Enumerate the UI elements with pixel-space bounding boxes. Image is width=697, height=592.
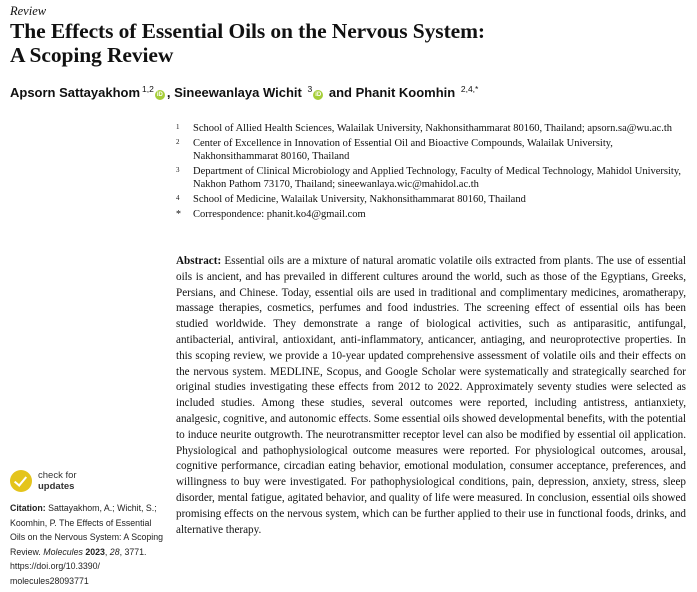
author-affiliation-sup: 2,4,* [460,84,479,94]
correspondence [176,209,686,222]
abstract-label: Abstract: [176,255,222,267]
orcid-icon[interactable]: iD [315,92,322,98]
author-affiliation-sup: 3 [307,84,313,94]
citation-year: 2023 [85,546,105,557]
check-for-updates-button[interactable] [10,470,165,492]
affiliation-number: 4 [176,193,180,202]
paper-title [10,19,690,67]
affiliation-number: 3 [176,165,180,174]
check-for-updates-line2: updates [38,481,75,492]
affiliation-item [176,166,686,192]
check-for-updates-label [38,470,77,492]
abstract-text: Essential oils are a mixture of natural aromatic volatile oils extracted from plants. The use of essential oils is ancient, and has prevailed in different cultures around the world, such as those of the Egyptians, Greeks, Persians, and Chinese. Today, essential oils are used in traditional and complimentary medicines, aromatherapy, massage therapies, cosmetics, perfumes and food industries. The screening effect of essential oils has been studied worldwide. They demonstrate a range of biological activities, such as antiparasitic, antifungal, antibacterial, antiviral, antioxidant, anti-inflammatory, anticancer, antiaging, and neuroprotective properties. In this scoping review, we provide a 10-year updated comprehensive assessment of volatile oils and their effects on the nervous system. MEDLINE, Scopus, and Google Scholar were systematically and strategically searched for original studies investigating these effects from 2012 to 2022. Approximately seventy studies were selected as included studies. Among these studies, several outcomes were reported, including antistress, antianxiety, analgesic, cognitive, and autonomic effects. Some essential oils showed developmental benefits, with the potential to induce neurite outgrowth. The neurotransmitter receptor level can also be modified by essential oil application. Physiological and pathophysiological outcome measures were reported. For physiological outcomes, arousal, cognitive performance, circadian eating behavior, emotional modulation, consumer acceptance, preferences, and willingness to buy were investigated. For pathophysiological conditions, pain, depression, anxiety, stress, sleep disorder, mental fatigue, agitated behavior, and quality of life were measured. In conclusion, essential oils showed promising effects on the nervous system, which can be further applied to their use in functional foods, drinks, and alternative therapy. [176,255,686,536]
title-line-1: The Effects of Essential Oils on the Nervous System: [10,19,485,43]
title-line-2: A Scoping Review [10,43,174,67]
article-type-label: Review [10,4,47,18]
sidebar [10,470,165,588]
citation-doi-link[interactable]: 3771. https://doi.org/10.3390/ molecules28093771 [10,546,147,586]
affiliation-text: School of Allied Health Sciences, Walailak University, Nakhonsithammarat 80160, Thailand; apsorn.sa@wu.ac.th [193,123,672,134]
affiliation-text: Center of Excellence in Innovation of Essential Oil and Bioactive Compounds, Walailak University, Nakhonsithammarat 80160, Thailand [193,138,613,162]
citation-journal: Molecules [43,546,83,557]
abstract [176,254,686,538]
affiliation-text: Department of Clinical Microbiology and Applied Technology, Faculty of Medical Technology, Mahidol University, Nakhon Pathom 73170, Thailand; sineewanlaya.wic@mahidol.ac.th [193,165,682,190]
affiliation-item [176,138,686,164]
citation-block: Citation: Sattayakhom, A.; Wichit, S.; Koomhin, P. The Effects of Essential Oils on the Nervous System: A Scoping Review. Molecules 2023, 28, 3771. https://doi.org/10.3390/ molecules28093771 [10,503,164,586]
correspondence-marker: * [176,208,181,220]
affiliation-item [176,123,686,136]
check-for-updates-line1: check for [38,470,77,481]
author-affiliation-sup: 1,2 [142,84,154,94]
affiliation-text: School of Medicine, Walailak University, Nakhonsithammarat 80160, Thailand [193,193,526,205]
correspondence-text: Correspondence: phanit.ko4@gmail.com [193,208,366,220]
author-name[interactable]: , Sineewanlaya Wichit [166,85,302,100]
citation-volume: 28 [109,546,120,557]
orcid-icon[interactable]: iD [156,92,163,98]
author-name[interactable]: Apsorn Sattayakhom [10,85,141,100]
affiliations [176,123,686,224]
check-badge-icon [10,470,32,492]
citation-label: Citation: [10,503,46,513]
citation-text: Sattayakhom, A.; Wichit, S.; Koomhin, P. The Effects of Essential Oils on the Nervous System: A Scoping Review. [10,503,164,557]
affiliation-number: 2 [176,138,180,147]
affiliation-item [176,194,686,207]
author-name[interactable]: and Phanit Koomhin [328,85,456,100]
author-list [10,84,478,100]
affiliation-number: 1 [176,123,180,131]
